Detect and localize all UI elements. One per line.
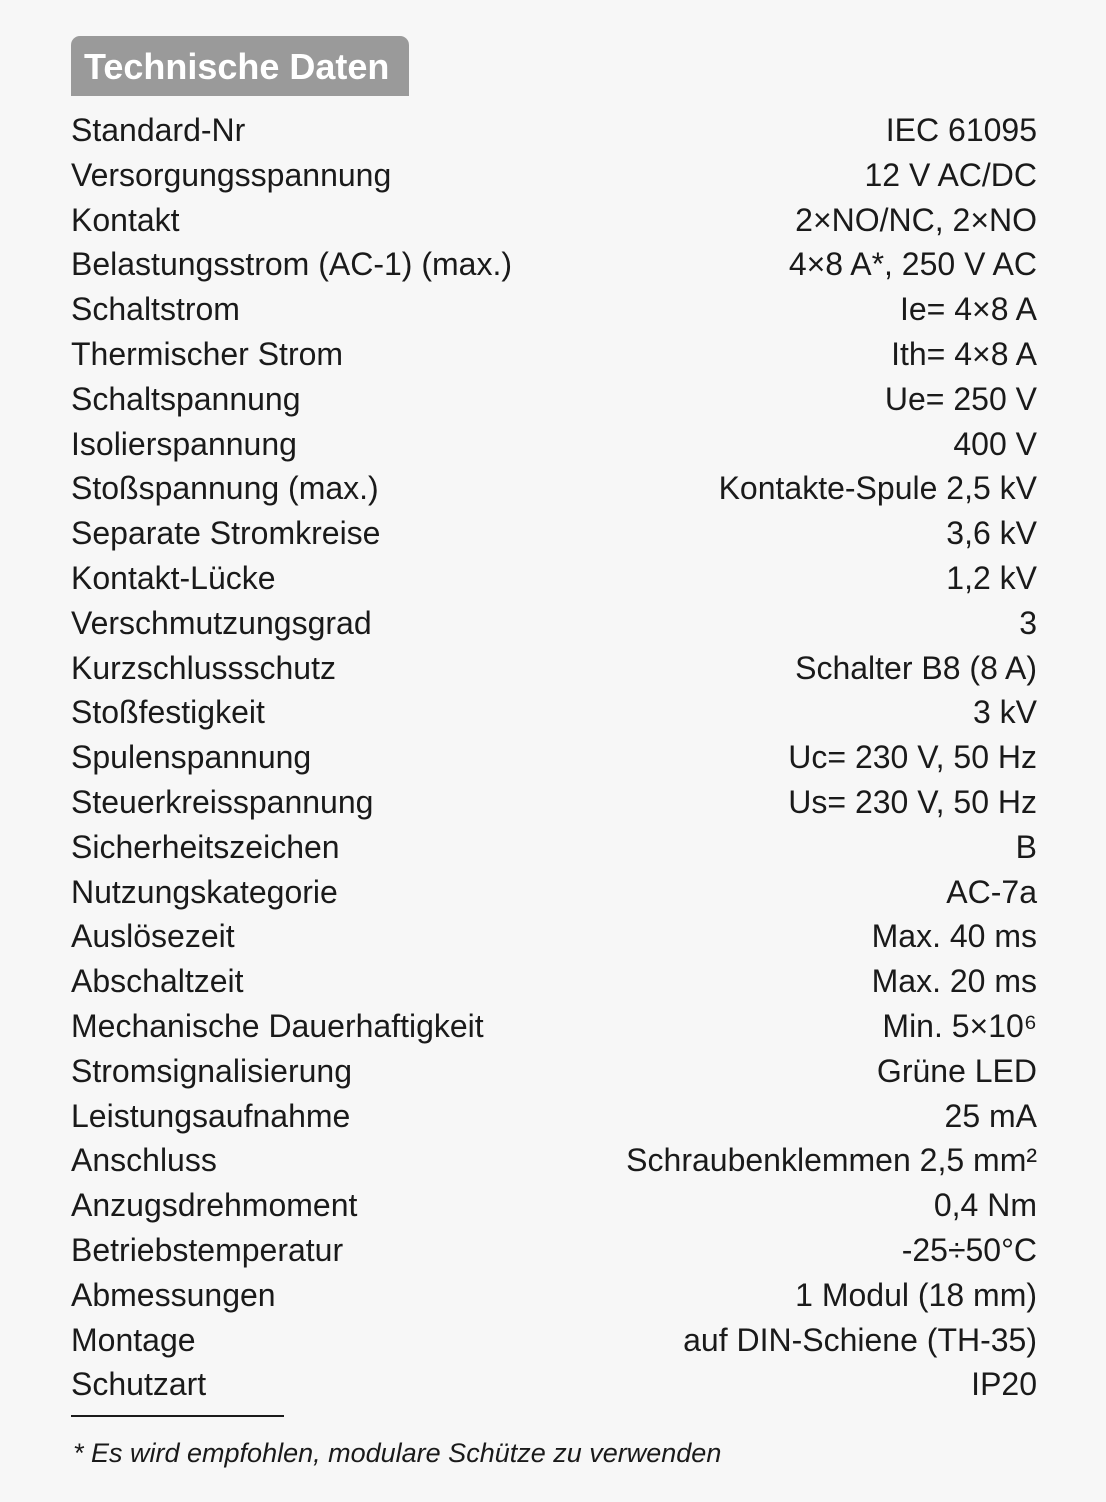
- spec-label: Mechanische Dauerhaftigkeit: [71, 1007, 484, 1044]
- spec-label: Belastungsstrom (AC-1) (max.): [71, 246, 512, 283]
- spec-value: 3: [1019, 604, 1037, 641]
- spec-value: AC-7a: [946, 873, 1037, 910]
- spec-row: [71, 108, 1037, 153]
- spec-label: Thermischer Strom: [71, 335, 344, 372]
- spec-row: [71, 422, 1037, 467]
- spec-label: Standard-Nr: [71, 112, 246, 148]
- spec-value: Schraubenklemmen 2,5 mm²: [626, 1142, 1037, 1179]
- spec-row: [71, 1318, 1037, 1363]
- spec-label: Stromsignalisierung: [71, 1052, 353, 1089]
- spec-label: Schaltspannung: [71, 380, 301, 417]
- spec-value: Min. 5×10⁶: [882, 1007, 1037, 1044]
- spec-row: [71, 646, 1037, 691]
- spec-row: [71, 556, 1037, 601]
- spec-value: Grüne LED: [876, 1052, 1037, 1089]
- spec-value: B: [1015, 828, 1037, 865]
- spec-label: Sicherheitszeichen: [71, 828, 340, 865]
- spec-value: Uc= 230 V, 50 Hz: [788, 739, 1037, 776]
- spec-value: auf DIN-Schiene (TH-35): [683, 1321, 1037, 1358]
- spec-label: Nutzungskategorie: [71, 873, 338, 910]
- spec-value: 3,6 kV: [946, 515, 1037, 552]
- spec-value: Max. 20 ms: [871, 963, 1037, 1000]
- spec-row: [71, 914, 1037, 959]
- spec-label: Kontakt: [71, 201, 180, 238]
- spec-value: Ue= 250 V: [884, 380, 1037, 417]
- spec-value: Us= 230 V, 50 Hz: [788, 783, 1037, 820]
- footnote: * Es wird empfohlen, modulare Schütze zu verwenden: [73, 1438, 722, 1468]
- spec-row: [71, 466, 1037, 511]
- spec-row: [71, 690, 1037, 735]
- spec-value: 25 mA: [944, 1097, 1037, 1134]
- spec-label: Betriebstemperatur: [71, 1231, 344, 1268]
- spec-row: [71, 1094, 1037, 1139]
- spec-row: [71, 1049, 1037, 1094]
- footnote-divider: [71, 1415, 284, 1417]
- spec-value: 2×NO/NC, 2×NO: [795, 201, 1037, 238]
- spec-row: [71, 1273, 1037, 1318]
- spec-value: 400 V: [953, 425, 1037, 462]
- spec-label: Abschaltzeit: [71, 963, 244, 1000]
- spec-label: Spulenspannung: [71, 739, 312, 776]
- spec-row: [71, 735, 1037, 780]
- spec-value: Kontakte-Spule 2,5 kV: [718, 470, 1037, 507]
- spec-label: Schaltstrom: [71, 291, 240, 328]
- spec-value: 12 V AC/DC: [864, 156, 1037, 193]
- spec-label: Montage: [71, 1321, 196, 1358]
- spec-value: Ie= 4×8 A: [899, 291, 1037, 328]
- spec-row: [71, 1004, 1037, 1049]
- spec-value: Schalter B8 (8 A): [795, 649, 1037, 686]
- spec-value: 3 kV: [972, 694, 1037, 731]
- spec-row: [71, 332, 1037, 377]
- spec-row: [71, 1183, 1037, 1228]
- spec-label: Leistungsaufnahme: [71, 1097, 351, 1134]
- spec-value: Max. 40 ms: [871, 918, 1037, 955]
- spec-value: 4×8 A*, 250 V AC: [788, 246, 1037, 283]
- spec-label: Separate Stromkreise: [71, 515, 381, 552]
- spec-row: [71, 1138, 1037, 1183]
- spec-label: Isolierspannung: [71, 425, 297, 462]
- spec-row: [71, 287, 1037, 332]
- spec-label: Kurzschlussschutz: [71, 649, 336, 686]
- spec-row: [71, 825, 1037, 870]
- spec-value: 1,2 kV: [946, 559, 1037, 596]
- spec-value: 1 Modul (18 mm): [795, 1276, 1037, 1313]
- spec-label: Schutzart: [71, 1366, 207, 1403]
- spec-row: [71, 242, 1037, 287]
- spec-value: IEC 61095: [885, 112, 1037, 148]
- spec-label: Kontakt-Lücke: [71, 559, 276, 596]
- spec-value: 0,4 Nm: [933, 1187, 1037, 1224]
- section-title-badge: [71, 36, 409, 96]
- spec-row: [71, 870, 1037, 915]
- spec-label: Abmessungen: [71, 1276, 276, 1313]
- spec-row: [71, 198, 1037, 243]
- spec-label: Auslösezeit: [71, 918, 235, 955]
- spec-label: Anschluss: [71, 1142, 217, 1179]
- spec-label: Verschmutzungsgrad: [71, 604, 372, 641]
- spec-row: [71, 780, 1037, 825]
- spec-value: -25÷50°C: [901, 1231, 1037, 1268]
- spec-row: [71, 511, 1037, 556]
- spec-value: IP20: [971, 1366, 1037, 1403]
- spec-label: Stoßspannung (max.): [71, 470, 379, 507]
- spec-label: Anzugsdrehmoment: [71, 1187, 358, 1224]
- spec-row: [71, 377, 1037, 422]
- spec-label: Versorgungsspannung: [71, 156, 392, 193]
- spec-row: [71, 1362, 1037, 1407]
- spec-table: [71, 108, 1037, 1407]
- spec-row: [71, 153, 1037, 198]
- spec-row: [71, 959, 1037, 1004]
- spec-value: Ith= 4×8 A: [891, 335, 1037, 372]
- section-title: Technische Daten: [84, 46, 390, 87]
- spec-row: [71, 1228, 1037, 1273]
- spec-label: Stoßfestigkeit: [71, 694, 265, 731]
- spec-row: [71, 601, 1037, 646]
- spec-label: Steuerkreisspannung: [71, 783, 374, 820]
